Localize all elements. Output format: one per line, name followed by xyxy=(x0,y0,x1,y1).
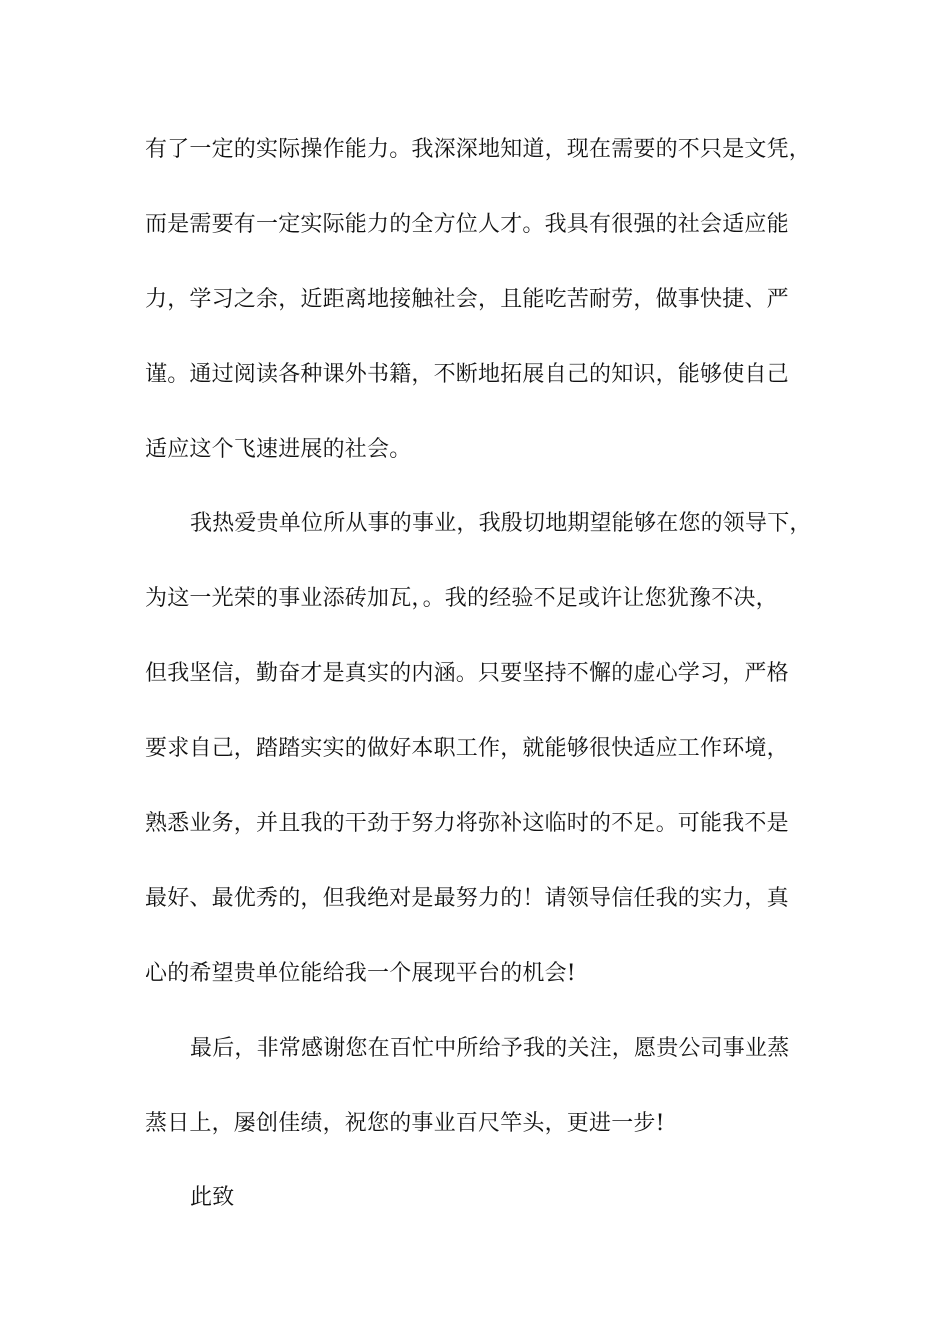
paragraph-line: 最后，非常感谢您在百忙中所给予我的关注，愿贵公司事业蒸 xyxy=(190,1036,790,1061)
paragraph-line: 而是需要有一定实际能力的全方位人才。我具有很强的社会适应能 xyxy=(145,212,789,237)
closing-salutation: 此致 xyxy=(190,1185,235,1210)
paragraph-line: 要求自己，踏踏实实的做好本职工作，就能够很快适应工作环境， xyxy=(145,736,789,761)
paragraph-line: 谨。通过阅读各种课外书籍，不断地拓展自己的知识，能够使自己 xyxy=(145,362,789,387)
paragraph-line: 力，学习之余，近距离地接触社会，且能吃苦耐劳，做事快捷、严 xyxy=(145,287,789,312)
paragraph-line: 我热爱贵单位所从事的事业，我殷切地期望能够在您的领导下， xyxy=(190,511,812,536)
paragraph-line: 适应这个飞速进展的社会。 xyxy=(145,437,412,462)
paragraph-line: 为这一光荣的事业添砖加瓦，。我的经验不足或许让您犹豫不决， xyxy=(145,586,778,611)
paragraph-line: 蒸日上，屡创佳绩，祝您的事业百尺竿头，更进一步! xyxy=(145,1111,665,1136)
paragraph-line: 熟悉业务，并且我的干劲于努力将弥补这临时的不足。可能我不是 xyxy=(145,811,789,836)
paragraph-line: 最好、最优秀的，但我绝对是最努力的！请领导信任我的实力，真 xyxy=(145,886,789,911)
paragraph-line: 心的希望贵单位能给我一个展现平台的机会! xyxy=(145,961,576,986)
paragraph-line: 有了一定的实际操作能力。我深深地知道，现在需要的不只是文凭， xyxy=(145,137,812,162)
paragraph-line: 但我坚信，勤奋才是真实的内涵。只要坚持不懈的虚心学习，严格 xyxy=(145,661,789,686)
